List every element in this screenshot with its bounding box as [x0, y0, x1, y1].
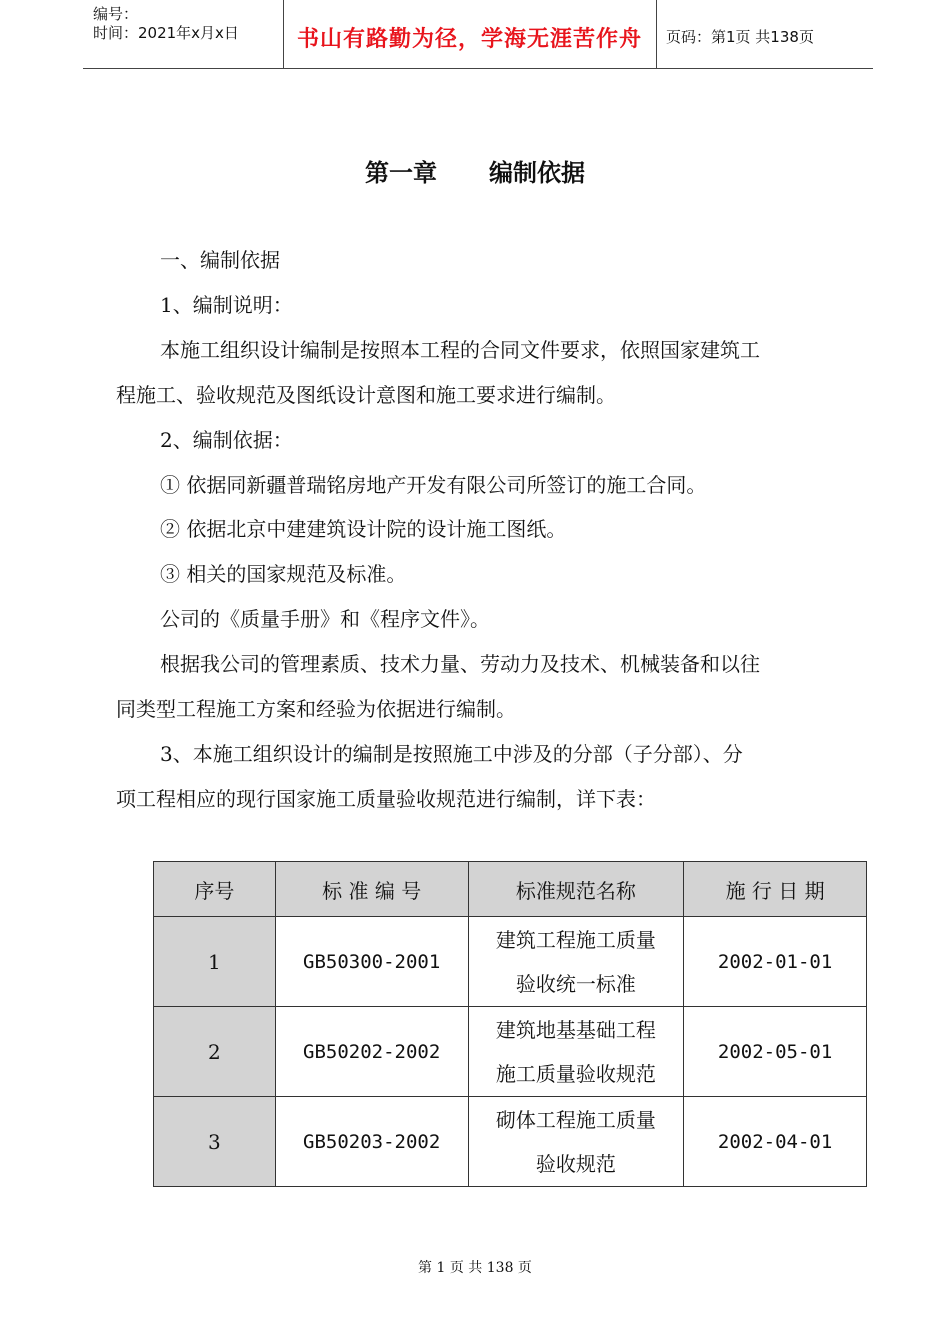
item1-line2: 程施工、验收规范及图纸设计意图和施工要求进行编制。	[116, 383, 616, 407]
number-label: 编号：	[93, 5, 139, 23]
row-no: 3	[154, 1097, 276, 1187]
row-code: GB50300-2001	[275, 917, 468, 1007]
row-name	[468, 1097, 684, 1187]
header-name: 标准规范名称	[468, 862, 684, 917]
row-name-line2: 验收规范	[535, 1151, 616, 1176]
row-name-line1: 建筑地基基础工程	[495, 1017, 656, 1042]
para-line1: 根据我公司的管理素质、技术力量、劳动力及技术、机械装备和以往	[160, 652, 760, 676]
header-no: 序号	[154, 862, 276, 917]
row-name-line2: 施工质量验收规范	[495, 1061, 656, 1086]
para-line2: 同类型工程施工方案和经验为依据进行编制。	[116, 697, 516, 721]
row-code: GB50202-2002	[275, 1007, 468, 1097]
row-code: GB50203-2002	[275, 1097, 468, 1187]
table-row	[154, 1007, 867, 1097]
basis-item-2: ② 依据北京中建建筑设计院的设计施工图纸。	[160, 517, 567, 541]
header-page-cell	[656, 0, 873, 68]
table-row	[154, 917, 867, 1007]
row-name	[468, 1007, 684, 1097]
chapter-title	[0, 153, 950, 188]
row-name-line1: 建筑工程施工质量	[495, 927, 656, 952]
standards-table	[153, 861, 867, 1187]
time-label: 时间：2021年x月x日	[93, 24, 239, 42]
page-footer: 第 1 页 共 138 页	[418, 1260, 532, 1276]
row-date: 2002-05-01	[684, 1007, 867, 1097]
header-date: 施 行 日 期	[684, 862, 867, 917]
header-page-label: 页码：第1页 共138页	[666, 28, 814, 46]
item1-title: 1、编制说明：	[160, 293, 293, 317]
table-row	[154, 1097, 867, 1187]
row-date: 2002-01-01	[684, 917, 867, 1007]
row-no: 1	[154, 917, 276, 1007]
basis-item-1: ① 依据同新疆普瑞铭房地产开发有限公司所签订的施工合同。	[160, 473, 707, 497]
row-no: 2	[154, 1007, 276, 1097]
item2-title: 2、编制依据：	[160, 428, 293, 452]
item3-line1: 3、本施工组织设计的编制是按照施工中涉及的分部（子分部）、分	[160, 742, 743, 766]
header-code: 标 准 编 号	[275, 862, 468, 917]
header-motto: 书山有路勤为径，学海无涯苦作舟	[296, 27, 642, 52]
header-motto-cell	[283, 0, 657, 68]
row-date: 2002-04-01	[684, 1097, 867, 1187]
row-name-line1: 砌体工程施工质量	[495, 1107, 656, 1132]
item3-line2: 项工程相应的现行国家施工质量验收规范进行编制，详下表：	[116, 787, 656, 811]
chapter-number: 第一章	[365, 159, 437, 187]
row-name-line2: 验收统一标准	[515, 971, 636, 996]
basis-item-3: ③ 相关的国家规范及标准。	[160, 562, 407, 586]
section-heading: 一、编制依据	[160, 248, 280, 272]
company-docs: 公司的《质量手册》和《程序文件》。	[160, 607, 490, 631]
header-meta-cell	[83, 0, 284, 68]
table-header-row	[154, 862, 867, 917]
row-name	[468, 917, 684, 1007]
item1-line1: 本施工组织设计编制是按照本工程的合同文件要求，依照国家建筑工	[160, 338, 760, 362]
chapter-heading: 编制依据	[489, 159, 585, 187]
page-header	[83, 0, 873, 69]
